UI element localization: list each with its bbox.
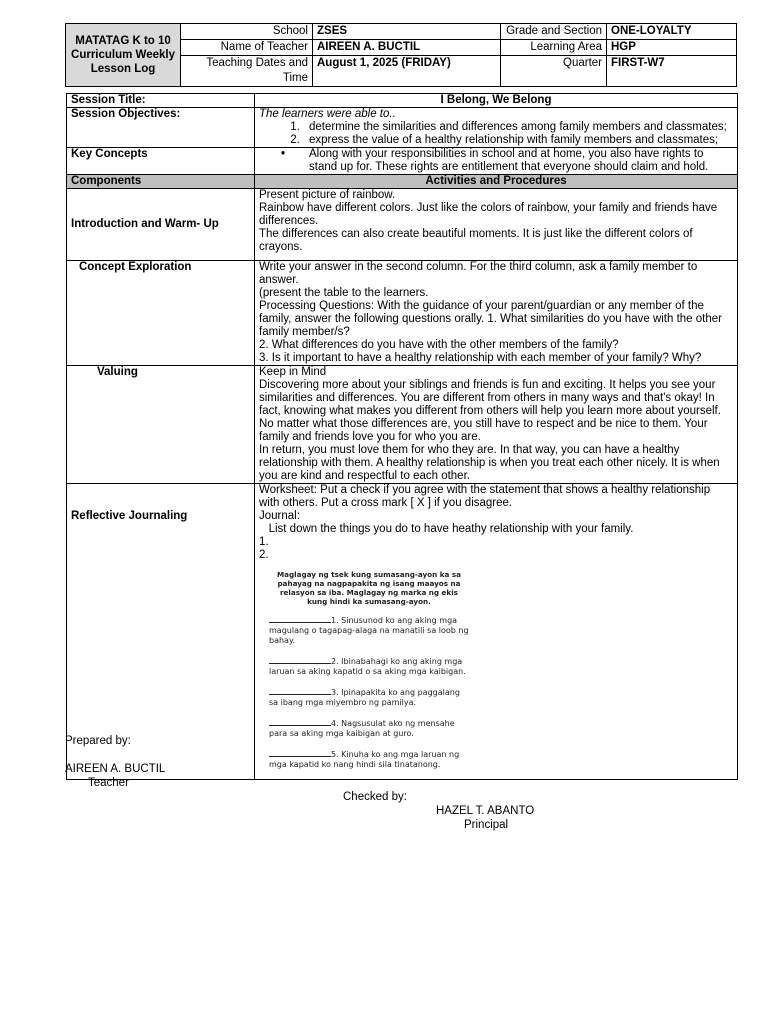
answer-blank bbox=[269, 717, 331, 726]
lesson-table bbox=[66, 93, 738, 780]
worksheet-image bbox=[269, 570, 469, 770]
worksheet-item: 2. Ibinabahagi ko ang aking mga laruan sa aking kapatid o sa aking mga kaibigan. bbox=[269, 657, 466, 676]
answer-blank bbox=[269, 748, 331, 757]
concept-exploration-cell bbox=[255, 261, 738, 366]
logo-line: MATATAG K to 10 bbox=[75, 35, 171, 47]
objectives-intro: The learners were able to.. bbox=[259, 108, 396, 120]
school-value: ZSES bbox=[313, 24, 501, 40]
concept-exploration-label: Concept Exploration bbox=[67, 261, 255, 366]
reflective-line: 1. bbox=[259, 536, 269, 548]
quarter-label: Quarter bbox=[501, 56, 607, 87]
dates-label: Teaching Dates and Time bbox=[181, 56, 313, 87]
concept-line: 3. Is it important to have a healthy relationship with each member of your family? Why? bbox=[259, 352, 702, 364]
reflective-label-text: Reflective Journaling bbox=[71, 510, 188, 522]
objective-item: 1. determine the similarities and differences among family members and classmates; bbox=[303, 121, 733, 134]
key-concept-item: • Along with your responsibilities in school and at home, you also have rights to stand up for. These rights are entitlement that everyone should claim and hold. bbox=[303, 148, 733, 174]
concept-line: (present the table to the learners. bbox=[259, 287, 429, 299]
worksheet-item: 5. Kinuha ko ang mga laruan ng mga kapatid ko nang hindi sila tinatanong. bbox=[269, 750, 460, 769]
header-table bbox=[65, 23, 737, 87]
worksheet-item: 3. Ipinapakita ko ang paggalang sa ibang mga miyembro ng pamilya. bbox=[269, 688, 460, 707]
reflective-cell bbox=[255, 484, 738, 780]
key-concepts-cell bbox=[255, 148, 738, 175]
quarter-value: FIRST-W7 bbox=[607, 56, 737, 87]
checked-by-name: HAZEL T. ABANTO bbox=[436, 805, 535, 817]
logo-line: Curriculum Weekly bbox=[71, 49, 175, 61]
teacher-label: Name of Teacher bbox=[181, 40, 313, 56]
objectives-list bbox=[259, 121, 733, 147]
objectives-label: Session Objectives: bbox=[67, 108, 255, 148]
activities-header: Activities and Procedures bbox=[255, 175, 738, 189]
reflective-line: Worksheet: Put a check if you agree with the statement that shows a healthy relationship with others. Put a cross mark [ X ] if you disagree. bbox=[259, 484, 711, 509]
intro-line: Present picture of rainbow. bbox=[259, 189, 396, 201]
session-title-value: I Belong, We Belong bbox=[255, 94, 738, 108]
intro-cell bbox=[255, 189, 738, 261]
reflective-line: Journal: bbox=[259, 510, 300, 522]
components-header: Components bbox=[67, 175, 255, 189]
concept-line: 2. What differences do you have with the other members of the family? bbox=[259, 339, 619, 351]
answer-blank bbox=[269, 655, 331, 664]
prepared-by-label: Prepared by: bbox=[65, 735, 131, 747]
key-concepts-label: Key Concepts bbox=[67, 148, 255, 175]
answer-blank bbox=[269, 686, 331, 695]
valuing-label: Valuing bbox=[67, 366, 255, 484]
prepared-by-role: Teacher bbox=[88, 777, 129, 789]
document-logo-title bbox=[66, 24, 181, 87]
objective-item: 2. express the value of a healthy relationship with family members and classmates; bbox=[303, 134, 733, 147]
checked-by-label: Checked by: bbox=[343, 791, 407, 803]
school-label: School bbox=[181, 24, 313, 40]
grade-label: Grade and Section bbox=[501, 24, 607, 40]
dates-value: August 1, 2025 (FRIDAY) bbox=[313, 56, 501, 87]
valuing-line: Keep in Mind bbox=[259, 366, 327, 378]
area-value: HGP bbox=[607, 40, 737, 56]
grade-value: ONE-LOYALTY bbox=[607, 24, 737, 40]
area-label: Learning Area bbox=[501, 40, 607, 56]
logo-line: Lesson Log bbox=[90, 63, 156, 75]
answer-blank bbox=[269, 614, 331, 623]
concept-line: Processing Questions: With the guidance of your parent/guardian or any member of the family, answer the following questions orally. 1. What similarities do you have with the other family member/s? bbox=[259, 300, 722, 338]
teacher-value: AIREEN A. BUCTIL bbox=[313, 40, 501, 56]
checked-by-role: Principal bbox=[464, 819, 509, 831]
worksheet-item: 4. Nagsusulat ako ng mensahe para sa aking mga kaibigan at guro. bbox=[269, 719, 455, 738]
worksheet-title: Maglagay ng tsek kung sumasang-ayon ka sa pahayag na nagpapakita ng isang maayos na relasyon sa iba. Maglagay ng marka ng ekis kung hindi ka sumasang-ayon. bbox=[277, 570, 461, 606]
concept-line: Write your answer in the second column. For the third column, ask a family member to answer. bbox=[259, 261, 698, 286]
worksheet-item: 1. Sinusunod ko ang aking mga magulang o tagapag-alaga na manatili sa loob ng bahay. bbox=[269, 616, 469, 645]
session-title-label: Session Title: bbox=[67, 94, 255, 108]
objectives-cell bbox=[255, 108, 738, 148]
prepared-by-name: AIREEN A. BUCTIL bbox=[65, 763, 166, 775]
valuing-line: Discovering more about your siblings and friends is fun and exciting. It helps you see your similarities and differences. You are different from others in many ways and that's okay! In fact, knowing what makes you different from others will help you learn more about yourself. No matter what those differences are, you still have to respect and be nice to them. Your family and friends love you for who you are. bbox=[259, 379, 721, 443]
reflective-line: List down the things you do to have heathy relationship with your family. bbox=[259, 523, 634, 535]
intro-label: Introduction and Warm- Up bbox=[67, 189, 255, 261]
intro-line: Rainbow have different colors. Just like the colors of rainbow, your family and friends have differences. bbox=[259, 202, 718, 227]
key-concepts-list bbox=[259, 148, 733, 174]
intro-line: The differences can also create beautiful moments. It is just like the different colors of crayons. bbox=[259, 228, 693, 253]
valuing-cell bbox=[255, 366, 738, 484]
valuing-line: In return, you must love them for who they are. In that way, you can have a healthy relationship with them. A healthy relationship is when you treat each other nicely. It is when you are kind and respectful to each other. bbox=[259, 444, 720, 482]
reflective-line: 2. bbox=[259, 549, 269, 561]
